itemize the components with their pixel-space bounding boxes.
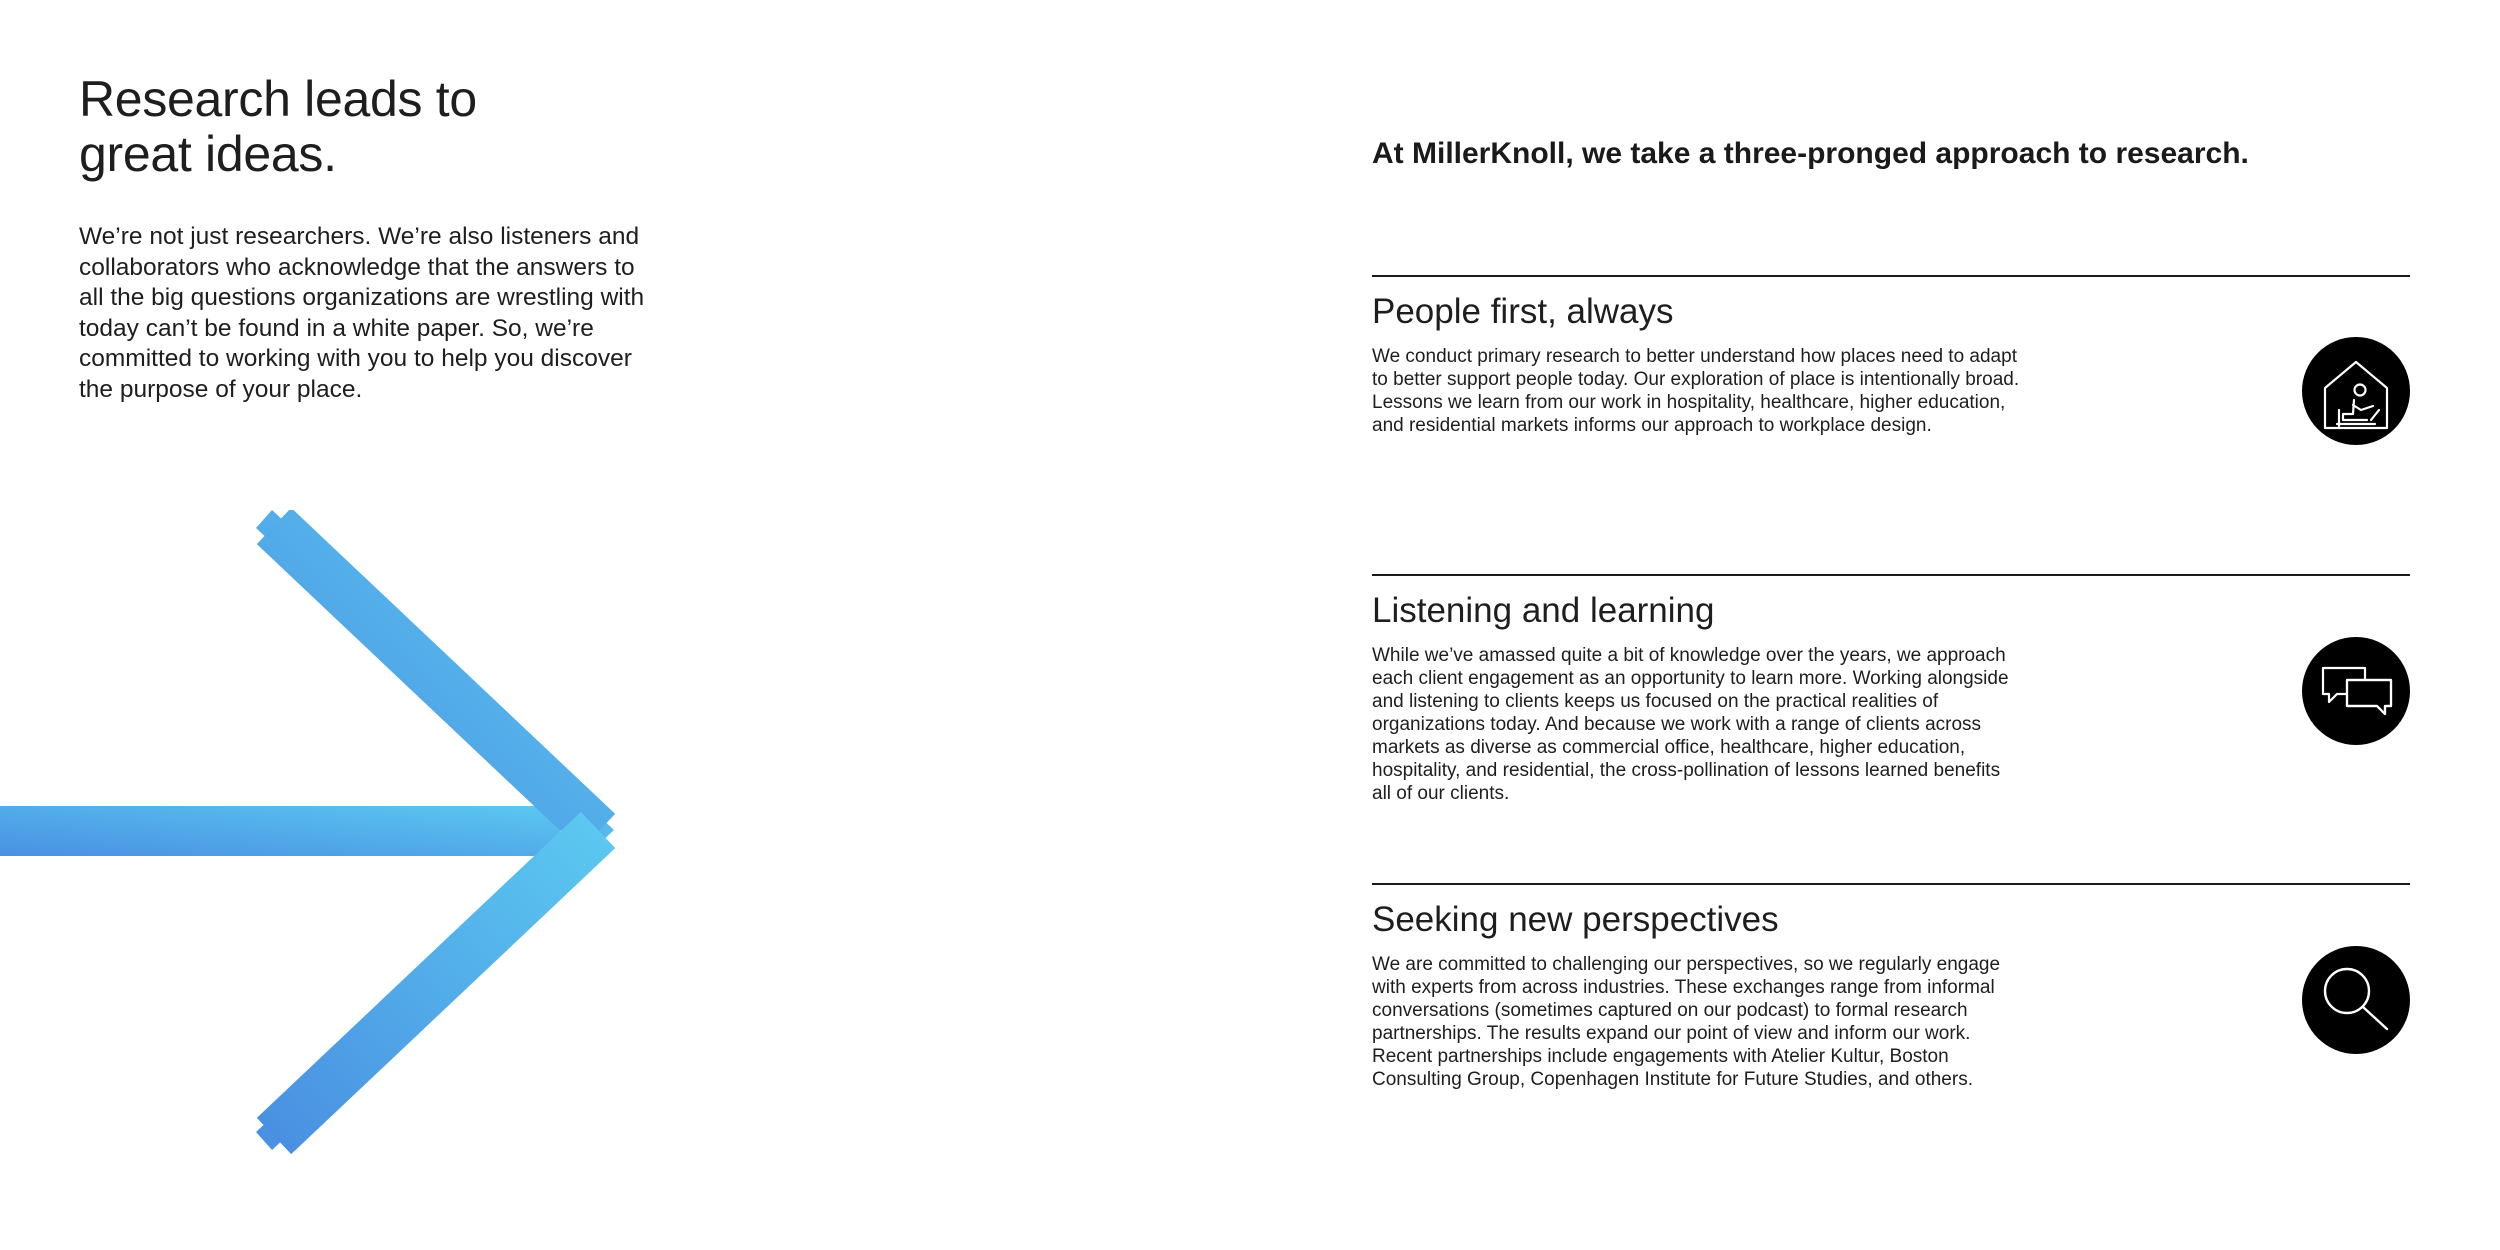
page-title-line-2: great ideas. [79,126,337,182]
approach-heading: At MillerKnoll, we take a three-pronged approach to research. [1372,137,2249,170]
section-people-first [1372,275,2410,577]
section-title: People first, always [1372,292,1674,331]
right-arrow-icon [0,510,640,1170]
section-body: We are committed to challenging our perspectives, so we regularly engage with experts from across industries. These exchanges range from informal conversations (sometimes captured on our podcast) to formal research partnerships. The results expand our point of view and inform our work. Recent partnerships include engagements with Atelier Kultur, Boston Consulting Group, Copenhagen Institute for Future Studies, and others. [1372,954,2001,1090]
page-title [79,72,679,182]
speech-bubbles-icon [2302,637,2410,745]
section-title: Listening and learning [1372,591,1715,630]
page-title-line-1: Research leads to [79,71,477,127]
arrow-shaft [0,806,560,856]
magnifying-glass-icon [2302,946,2410,1054]
section-new-perspectives [1372,883,2410,1205]
section-title: Seeking new perspectives [1372,900,1779,939]
section-body: We conduct primary research to better understand how places need to adapt to better support people today. Our exploration of place is intentionally broad. Lessons we learn from our work in hospitality, healthcare, higher education, and residential markets informs our approach to workplace design. [1372,346,2020,436]
intro-paragraph: We’re not just researchers. We’re also listeners and collaborators who acknowledge that the answers to all the big questions organizations are wrestling with today can’t be found in a white paper. So, we’re committed to working with you to help you discover the purpose of your place. [79,223,645,403]
section-body: While we’ve amassed quite a bit of knowledge over the years, we approach each client engagement as an opportunity to learn more. Working alongside and listening to clients keeps us focused on the practical realities of organizations today. And because we work with a range of clients across markets as diverse as commercial office, healthcare, higher education, hospitality, and residential, the cross-pollination of lessons learned benefits all of our clients. [1372,645,2009,804]
section-listening-learning [1372,574,2410,886]
person-at-home-icon [2302,337,2410,445]
